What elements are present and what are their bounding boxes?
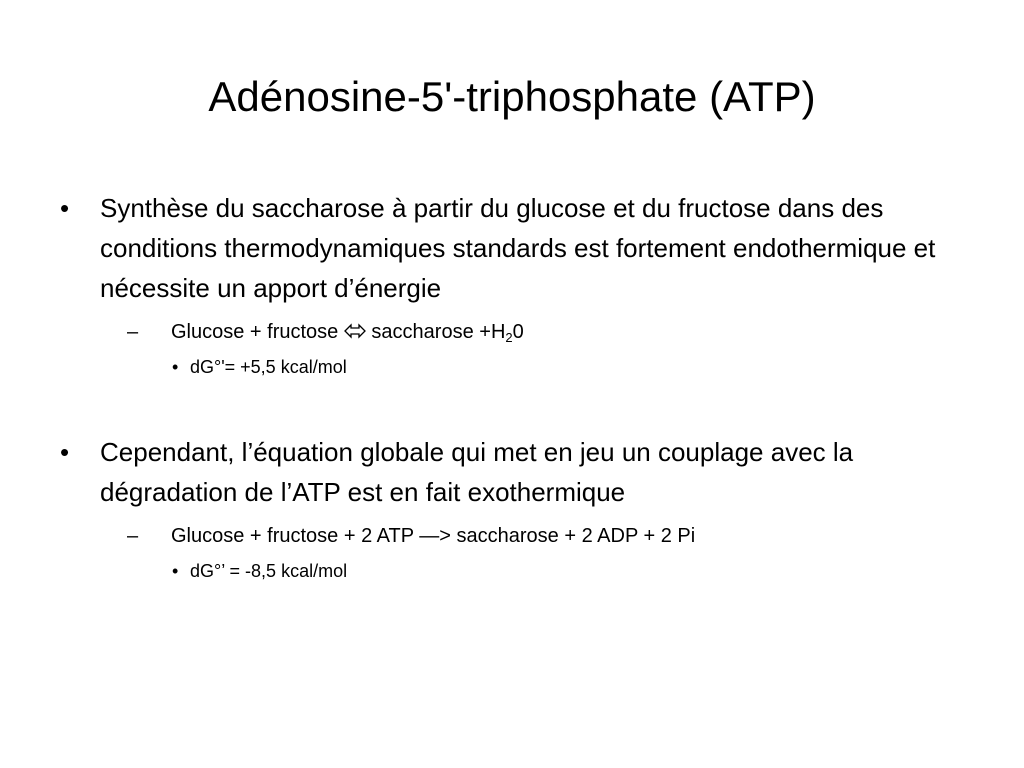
dash-marker: – (127, 321, 139, 343)
detail-item-1 (172, 352, 960, 382)
detail-text-2: dG°’ = -8,5 kcal/mol (190, 561, 348, 581)
reaction-tail: 0 (512, 321, 524, 343)
reaction-text-2: Glucose + fructose + 2 ATP —> saccharose + 2 ADP + 2 Pi (171, 525, 696, 547)
bullet-item-2 (60, 432, 960, 512)
bullet-text-1: Synthèse du saccharose à partir du glucose et du fructose dans des conditions thermodynamiques standards est fortement endothermique et nécessite un apport d’énergie (100, 193, 936, 303)
detail-item-2 (172, 556, 960, 586)
bullet-text-2: Cependant, l’équation globale qui met en jeu un couplage avec la dégradation de l’ATP est en fait exothermique (100, 437, 854, 507)
bullet-marker: • (60, 437, 70, 467)
reaction-part-after: saccharose +H (365, 321, 506, 343)
subscript-2: 2 (505, 330, 513, 345)
bullet-item-1 (60, 188, 960, 308)
detail-text-1: dG°'= +5,5 kcal/mol (190, 357, 347, 377)
sub-item-2 (127, 520, 960, 552)
slide-title: Adénosine-5'-triphosphate (ATP) (208, 73, 816, 120)
dash-marker: – (127, 525, 139, 547)
sub-item-1 (127, 316, 960, 348)
equilibrium-arrow-icon (344, 323, 366, 339)
sub-bullet-marker: • (172, 561, 179, 581)
reaction-part-before: Glucose + fructose (171, 321, 344, 343)
sub-bullet-marker: • (172, 357, 179, 377)
slide-content (60, 188, 960, 586)
bullet-marker: • (60, 193, 70, 223)
